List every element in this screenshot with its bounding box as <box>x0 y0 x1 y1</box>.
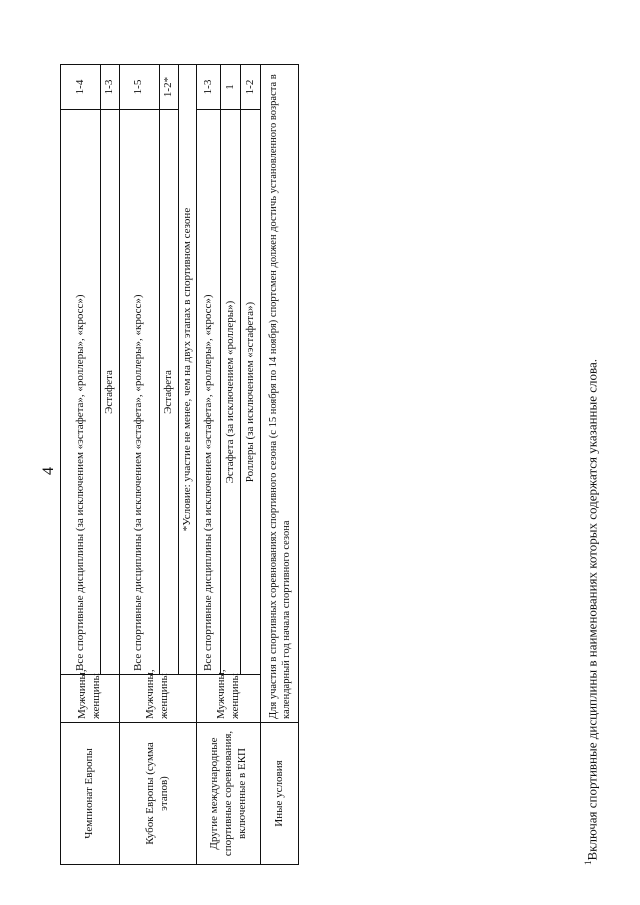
page-number: 4 <box>40 467 57 475</box>
age-cell: 1-2 <box>241 65 261 110</box>
discipline-cell: Эстафета <box>159 110 178 675</box>
age-cell: 1-3 <box>101 65 120 110</box>
table-row <box>61 65 101 865</box>
discipline-cell: Роллеры (за исключением «эстафета») <box>241 110 261 675</box>
age-cell: 1-5 <box>119 65 159 110</box>
discipline-cell: Эстафета (за исключением «роллеры») <box>221 110 241 675</box>
sex-cell: Мужчины, женщины <box>197 675 261 723</box>
age-cell: 1-4 <box>61 65 101 110</box>
discipline-cell: Все спортивные дисциплины (за исключением «эстафета», «роллеры», «кросс») <box>61 110 101 675</box>
competition-cell: Другие международные спортивные соревнования, включенные в ЕКП <box>197 723 261 865</box>
table-row <box>261 65 299 865</box>
competition-cell: Чемпионат Европы <box>61 723 120 865</box>
other-conditions-text: Для участия в спортивных соревнованиях спортивного сезона (с 15 ноября по 14 ноября) спортсмен должен достичь установленного возраста в календарный год начала спортивного сезона <box>261 65 299 723</box>
footnote-marker: 1 <box>583 860 593 865</box>
discipline-cell: Все спортивные дисциплины (за исключением «эстафета», «роллеры», «кросс») <box>119 110 159 675</box>
footnote-text: Включая спортивные дисциплины в наименованиях которых содержатся указанные слова. <box>584 359 600 861</box>
sex-cell: Мужчины, женщины <box>119 675 197 723</box>
footnote <box>583 35 600 865</box>
table-row <box>197 65 221 865</box>
table-row <box>119 65 159 865</box>
other-conditions-label: Иные условия <box>261 723 299 865</box>
condition-note-cell: *Условие: участие не менее, чем на двух этапах в спортивном сезоне <box>178 65 197 675</box>
discipline-cell: Эстафета <box>101 110 120 675</box>
requirements-table <box>60 64 299 865</box>
sex-cell: Мужчины, женщины <box>61 675 120 723</box>
discipline-cell: Все спортивные дисциплины (за исключением «эстафета», «роллеры», «кросс») <box>197 110 221 675</box>
age-cell: 1 <box>221 65 241 110</box>
competition-cell: Кубок Европы (сумма этапов) <box>119 723 197 865</box>
age-cell: 1-2* <box>159 65 178 110</box>
age-cell: 1-3 <box>197 65 221 110</box>
